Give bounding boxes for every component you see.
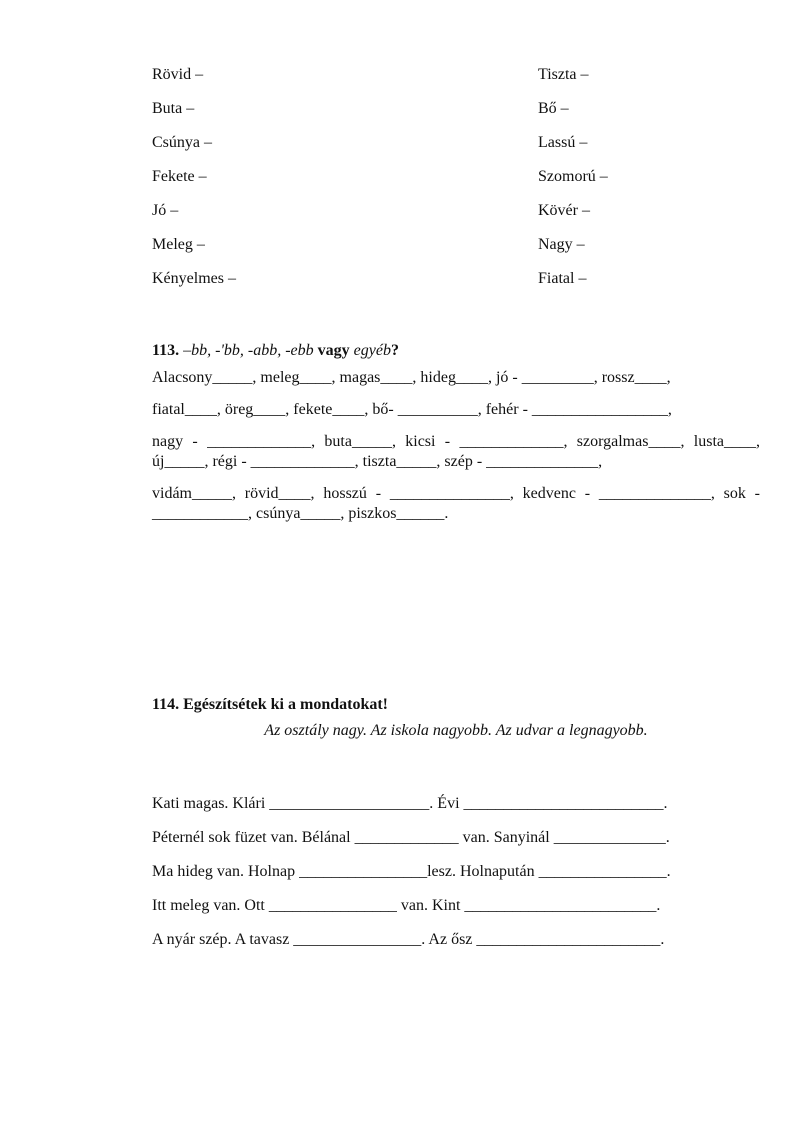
- exercise-paragraph: vidám_____, rövid____, hosszú - _______________, kedvenc - ______________, sok - ____________, csúnya_____, piszkos______.: [152, 485, 760, 522]
- pair-left: Buta –: [152, 100, 195, 117]
- pair-row: [152, 270, 760, 304]
- exercise-paragraph: nagy - _____________, buta_____, kicsi - _____________, szorgalmas____, lusta____, új_____, régi - _____________, tiszta_____, szép - ______________,: [152, 433, 760, 470]
- pair-right: Lassú –: [538, 134, 588, 151]
- pair-row: [152, 134, 760, 168]
- sentence-line: Kati magas. Klári ____________________. Évi _________________________.: [152, 795, 668, 812]
- pair-right: Bő –: [538, 100, 569, 117]
- exercise-113: [152, 342, 760, 536]
- pair-right: Tiszta –: [538, 66, 589, 83]
- pair-row: [152, 236, 760, 270]
- suffix-list: –bb, -'bb, -abb, -ebb: [183, 342, 314, 359]
- pair-right: Kövér –: [538, 202, 590, 219]
- adjective-pairs-list: [152, 66, 760, 304]
- sentence-line: Ma hideg van. Holnap ________________lesz. Holnapután ________________.: [152, 863, 671, 880]
- pair-right: Fiatal –: [538, 270, 587, 287]
- exercise-114: [152, 696, 760, 962]
- pair-left: Jó –: [152, 202, 179, 219]
- exercise-paragraph: Alacsony_____, meleg____, magas____, hideg____, jó - _________, rossz____,: [152, 369, 671, 386]
- question-mark: ?: [390, 342, 399, 359]
- pair-left: Csúnya –: [152, 134, 212, 151]
- exercise-paragraph: fiatal____, öreg____, fekete____, bő- __________, fehér - _________________,: [152, 401, 672, 418]
- exercise-114-heading: 114. Egészítsétek ki a mondatokat!: [152, 696, 388, 713]
- pair-left: Meleg –: [152, 236, 205, 253]
- sentence-line: A nyár szép. A tavasz ________________. Az ősz _______________________.: [152, 931, 665, 948]
- vagy-word: vagy: [317, 342, 350, 359]
- pair-right: Szomorú –: [538, 168, 608, 185]
- egyeb-word: egyéb: [353, 342, 391, 359]
- exercise-number: 113.: [152, 342, 180, 359]
- pair-left: Kényelmes –: [152, 270, 236, 287]
- pair-row: [152, 100, 760, 134]
- pair-right: Nagy –: [538, 236, 585, 253]
- pair-row: [152, 168, 760, 202]
- example-sentence: Az osztály nagy. Az iskola nagyobb. Az udvar a legnagyobb.: [264, 722, 648, 739]
- sentence-line: Péternél sok füzet van. Bélánal _____________ van. Sanyinál ______________.: [152, 829, 670, 846]
- pair-row: [152, 66, 760, 100]
- pair-left: Fekete –: [152, 168, 207, 185]
- pair-row: [152, 202, 760, 236]
- sentence-line: Itt meleg van. Ott ________________ van. Kint ________________________.: [152, 897, 661, 914]
- pair-left: Rövid –: [152, 66, 204, 83]
- exercise-113-heading: [152, 342, 760, 360]
